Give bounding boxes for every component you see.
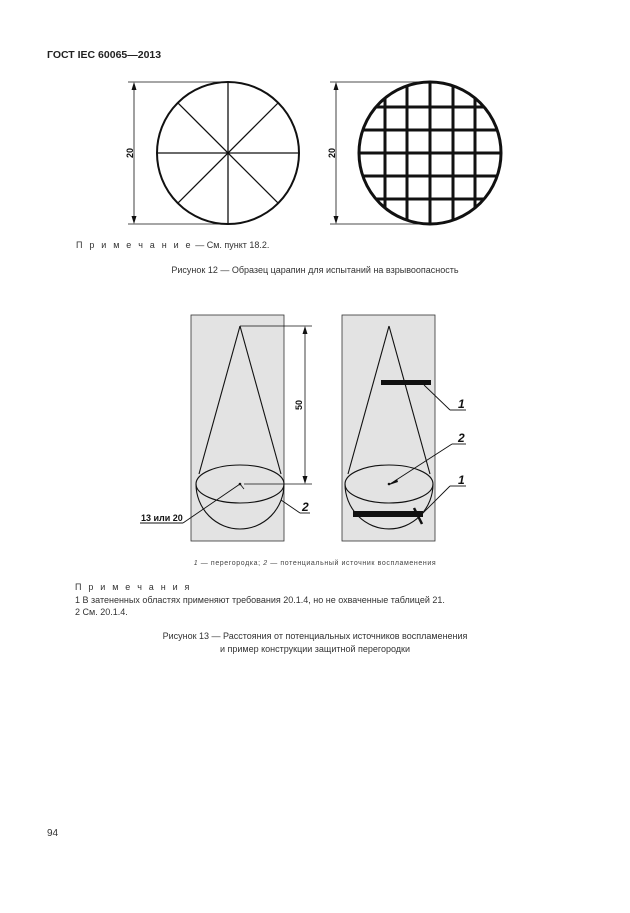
figure13-caption-line1: Рисунок 13 — Расстояния от потенциальных источников воспламенения <box>162 631 468 641</box>
figure13-caption-line2: и пример конструкции защитной перегородки <box>219 644 411 654</box>
figure13-right-shaded-area <box>342 315 435 541</box>
figure13-right-label-2: 2 <box>458 431 465 445</box>
legend-2-number: 2 <box>263 560 268 567</box>
document-header: ГОСТ IEC 60065—2013 <box>47 49 162 61</box>
figure12-note-text: — См. пункт 18.2. <box>192 240 270 250</box>
figure12-right-dim-text: 20 <box>327 147 337 159</box>
figure12-radial-pattern <box>157 82 299 224</box>
figure12-grid-pattern <box>357 80 503 226</box>
figure12-note <box>76 240 269 250</box>
figure13-note-1: 1 В затененных областях применяют требования 20.1.4, но не охваченные таблицей 21. <box>75 595 445 605</box>
legend-1-number: 1 <box>193 560 199 567</box>
figure13-bottom-barrier <box>353 511 423 517</box>
page-number: 94 <box>47 828 59 839</box>
figure13-left-shaded-area <box>191 315 284 541</box>
figure13-notes-title: П р и м е ч а н и я <box>75 582 192 592</box>
figure13-right-label-1-bottom: 1 <box>458 473 465 487</box>
figure13-caption <box>0 630 630 656</box>
figure12-left-dim-text: 20 <box>125 147 135 159</box>
legend-1-text: — перегородка; <box>198 560 264 567</box>
figure13-right-label-1-top: 1 <box>458 397 465 411</box>
figure13-note-2: 2 См. 20.1.4. <box>75 607 128 617</box>
figure12-caption: Рисунок 12 — Образец царапин для испытаний на взрывоопасность <box>171 265 459 275</box>
legend-2-text: — потенциальный источник воспламенения <box>267 560 437 567</box>
figure13-diameter-dim-text: 13 или 20 <box>141 513 183 523</box>
figure13-left-label-2: 2 <box>302 500 309 514</box>
figure13-legend <box>0 560 630 567</box>
figure13-height-dim-text: 50 <box>294 399 304 411</box>
figure13-top-barrier <box>381 380 431 385</box>
figure12-note-prefix: П р и м е ч а н и е <box>76 240 193 250</box>
